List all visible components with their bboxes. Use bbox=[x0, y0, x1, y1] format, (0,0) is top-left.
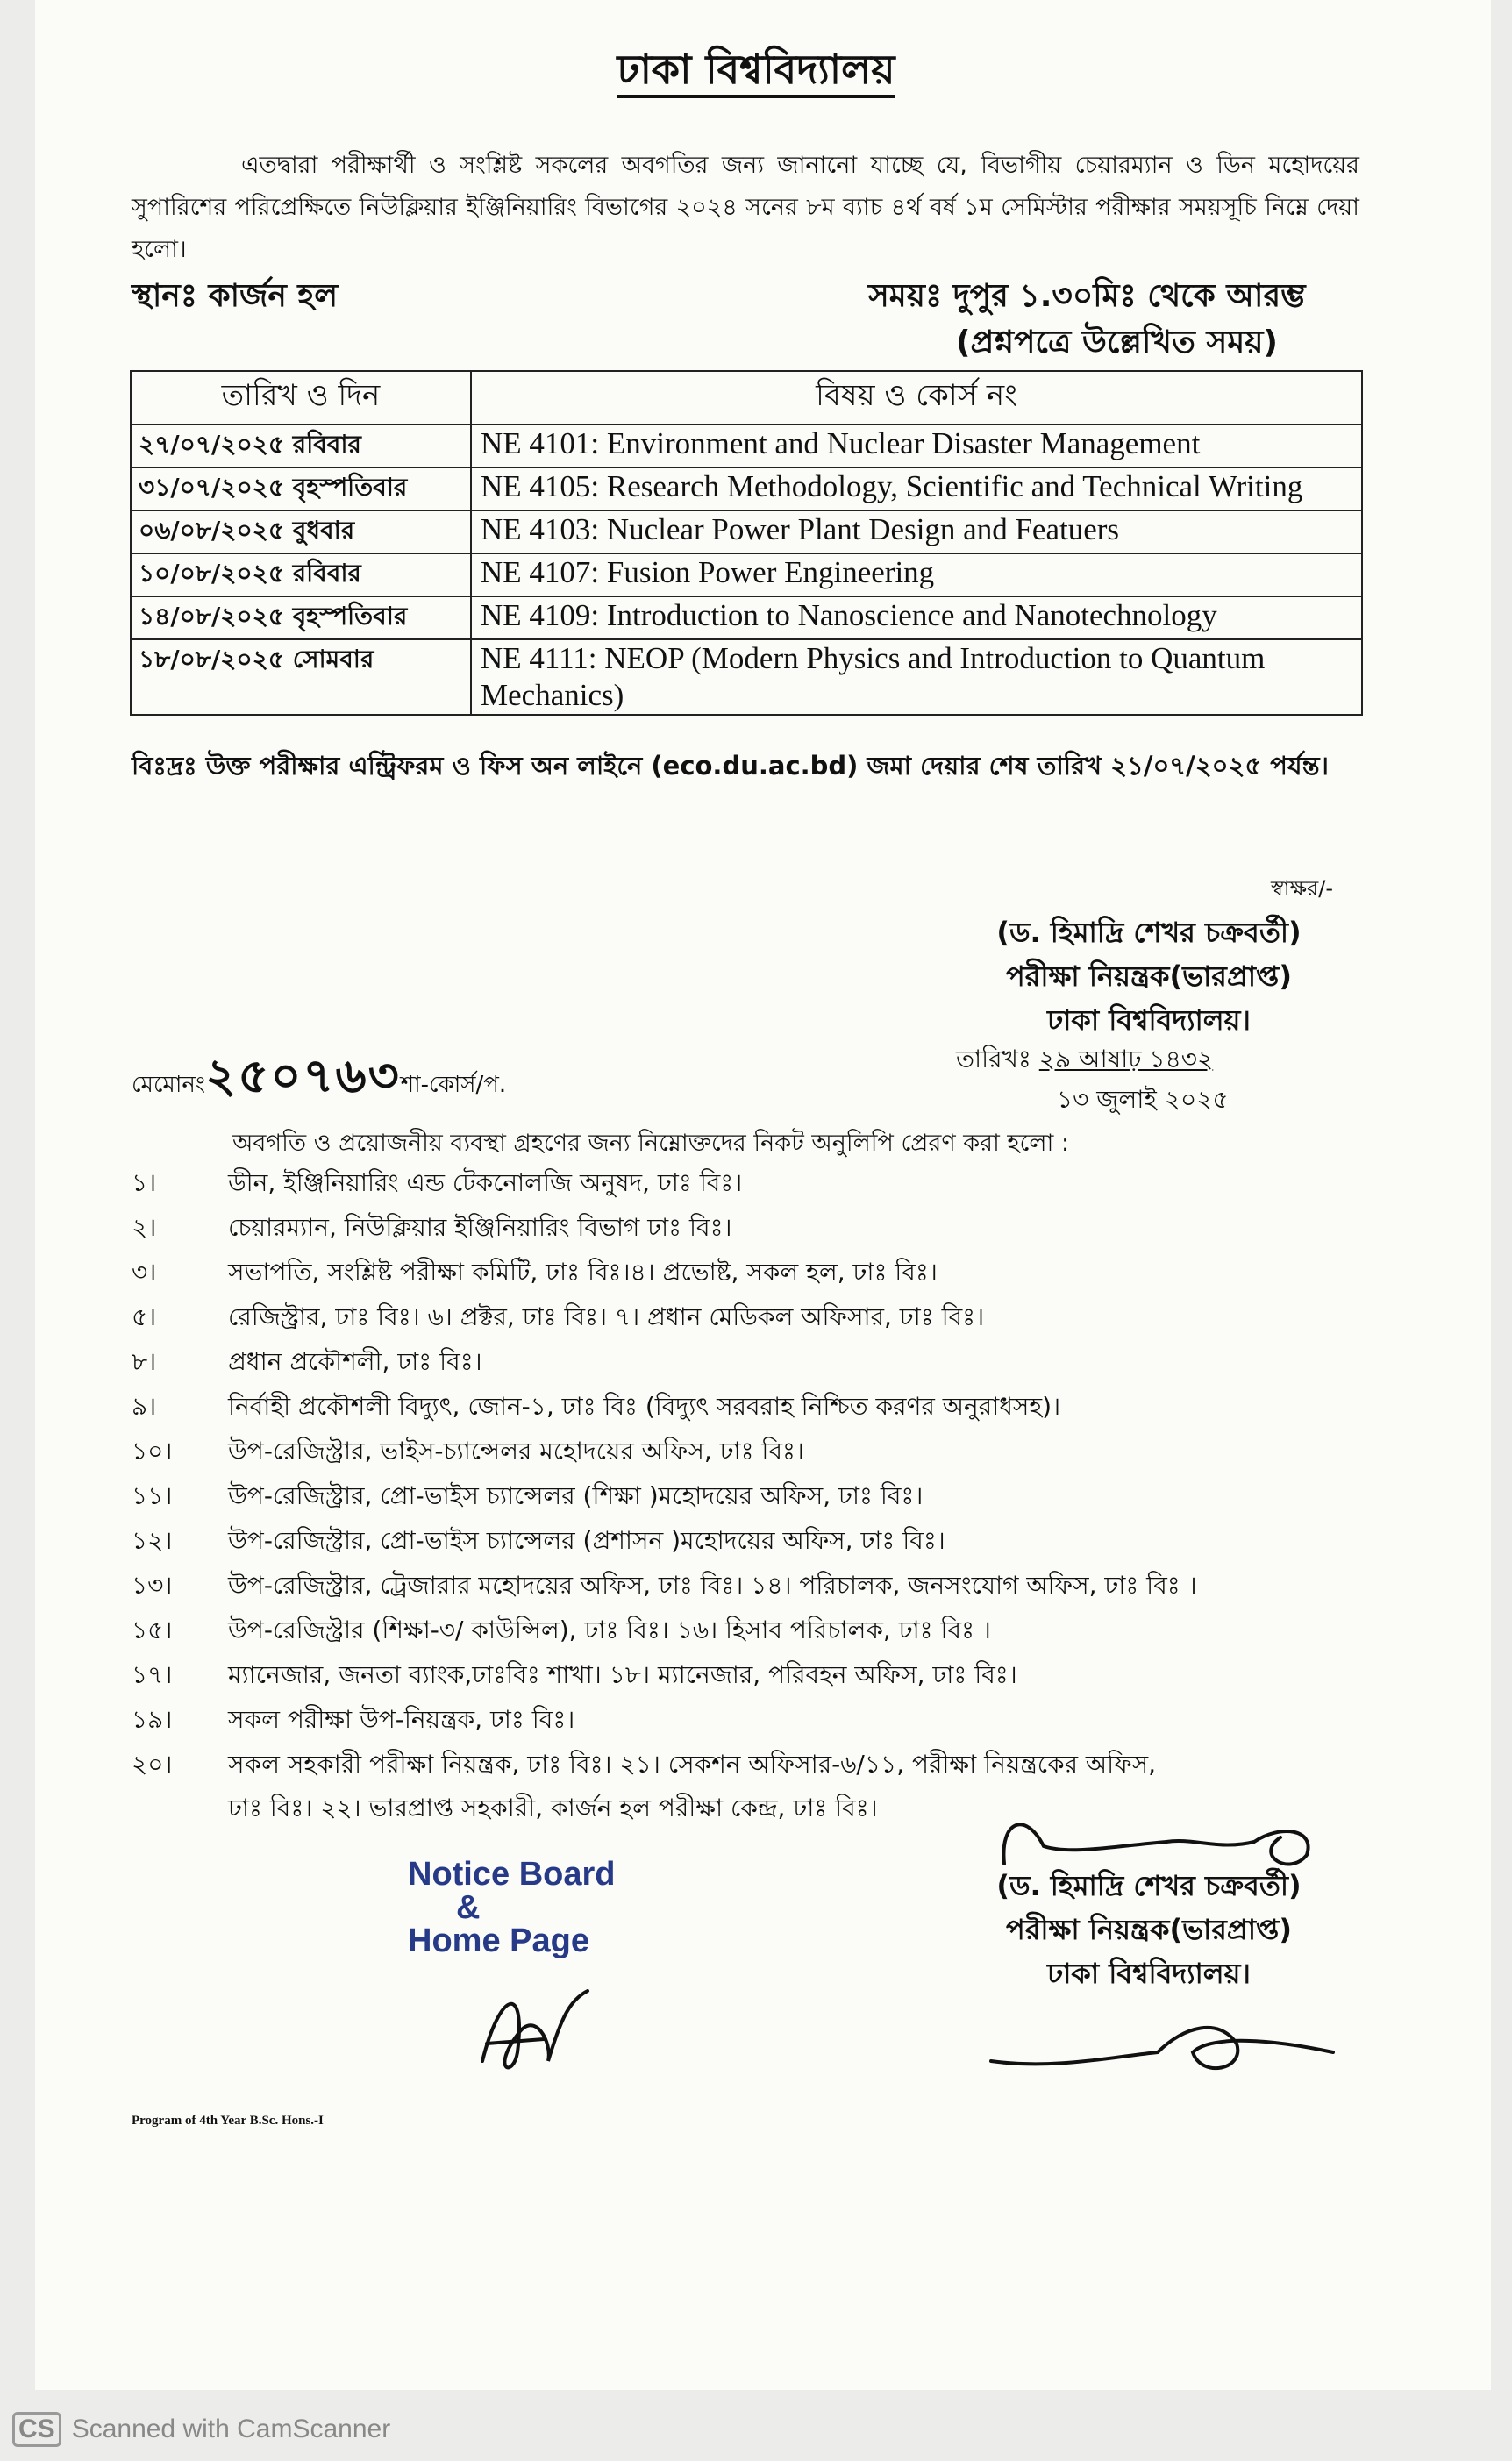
exam-date: ১৪/০৮/২০২৫ বৃহস্পতিবার bbox=[131, 596, 471, 639]
table-row bbox=[131, 510, 1362, 553]
signature-block-bottom bbox=[965, 1864, 1333, 1995]
exam-course: NE 4101: Environment and Nuclear Disaster Management bbox=[471, 424, 1362, 467]
scanner-watermark bbox=[12, 2412, 390, 2447]
exam-course: NE 4111: NEOP (Modern Physics and Introduction to Quantum Mechanics) bbox=[471, 639, 1362, 715]
signature-block-top bbox=[965, 867, 1333, 1042]
document-title: ঢাকা বিশ্ববিদ্যালয় bbox=[0, 39, 1512, 106]
table-row bbox=[131, 553, 1362, 596]
signatory-name: (ড. হিমাদ্রি শেখর চক্রবর্তী) bbox=[996, 916, 1302, 949]
exam-time: সময়ঃ দুপুর ১.৩০মিঃ থেকে আরম্ভ bbox=[868, 278, 1306, 314]
list-item: ১১। উপ-রেজিস্ট্রার, প্রো-ভাইস চ্যান্সেলর (শিক্ষা )মহোদয়ের অফিস, ঢাঃ বিঃ। bbox=[132, 1481, 924, 1510]
list-item: ২। চেয়ারম্যান, নিউক্লিয়ার ইঞ্জিনিয়ারিং বিভাগ ঢাঃ বিঃ। bbox=[132, 1213, 732, 1242]
footer-note: Program of 4th Year B.Sc. Hons.-I bbox=[132, 2114, 324, 2128]
list-item: ১০। উপ-রেজিস্ট্রার, ভাইস-চ্যান্সেলর মহোদয়ের অফিস, ঢাঃ বিঃ। bbox=[132, 1437, 804, 1466]
list-item-continuation: ঢাঃ বিঃ। ২২। ভারপ্রাপ্ত সহকারী, কার্জন হল পরীক্ষা কেন্দ্র, ঢাঃ বিঃ। bbox=[228, 1793, 878, 1823]
signed-mark: স্বাক্ষর/- bbox=[1271, 876, 1333, 901]
column-header-date: তারিখ ও দিন bbox=[131, 371, 471, 424]
exam-course: NE 4107: Fusion Power Engineering bbox=[471, 553, 1362, 596]
exam-time-note: (প্রশ্নপত্রে উল্লেখিত সময়) bbox=[956, 325, 1278, 360]
distribution-list bbox=[132, 1162, 1368, 1830]
table-row bbox=[131, 596, 1362, 639]
intro-paragraph: এতদ্বারা পরীক্ষার্থী ও সংশ্লিষ্ট সকলের অবগতির জন্য জানানো যাচ্ছে যে, বিভাগীয় চেয়ারম্যান ও ডিন মহোদয়ের সুপারিশের পরিপ্রেক্ষিতে নিউক্লিয়ার ইঞ্জিনিয়ারিং বিভাগের ২০২৪ সনের ৮ম ব্যাচ ৪র্থ বর্ষ ১ম সেমিস্টার পরীক্ষার সময়সূচি নিম্নে দেয়া হলো। bbox=[132, 152, 1359, 263]
signatory-institution: ঢাকা বিশ্ববিদ্যালয়। bbox=[1047, 1003, 1251, 1037]
exam-schedule-table bbox=[130, 370, 1363, 716]
exam-date: ৩১/০৭/২০২৫ বৃহস্পতিবার bbox=[131, 467, 471, 510]
notice-board-stamp: Notice Board & Home Page bbox=[408, 1856, 616, 1959]
list-item: ১৫। উপ-রেজিস্ট্রার (শিক্ষা-৩/ কাউন্সিল), ঢাঃ বিঃ। ১৬। হিসাব পরিচালক, ঢাঃ বিঃ । bbox=[132, 1616, 991, 1644]
english-date: ১৩ জুলাই ২০২৫ bbox=[1057, 1085, 1229, 1114]
list-item: ১। ডীন, ইঞ্জিনিয়ারিং এন্ড টেকনোলজি অনুষদ, ঢাঃ বিঃ। bbox=[132, 1168, 743, 1197]
list-item: ৩। সভাপতি, সংশ্লিষ্ট পরীক্ষা কমিটি, ঢাঃ বিঃ।৪। প্রভোষ্ট, সকল হল, ঢাঃ বিঃ। bbox=[132, 1258, 938, 1287]
list-item: ৮। প্রধান প্রকৌশলী, ঢাঃ বিঃ। bbox=[132, 1347, 482, 1376]
signatory-designation: পরীক্ষা নিয়ন্ত্রক(ভারপ্রাপ্ত) bbox=[1006, 959, 1292, 993]
memo-number bbox=[132, 1039, 506, 1118]
signatory-name: (ড. হিমাদ্রি শেখর চক্রবর্তী) bbox=[996, 1869, 1302, 1902]
memo-prefix: মেমোনং bbox=[132, 1072, 206, 1098]
list-item: ১৩। উপ-রেজিস্ট্রার, ট্রেজারার মহোদয়ের অফিস, ঢাঃ বিঃ। ১৪। পরিচালক, জনসংযোগ অফিস, ঢাঃ বিঃ । bbox=[132, 1571, 1197, 1600]
table-row bbox=[131, 467, 1362, 510]
date-label: তারিখঃ bbox=[956, 1045, 1031, 1074]
list-item: ৫। রেজিস্ট্রার, ঢাঃ বিঃ। ৬। প্রক্টর, ঢাঃ বিঃ। ৭। প্রধান মেডিকল অফিসার, ঢাঃ বিঃ। bbox=[132, 1302, 985, 1331]
copy-intro: অবগতি ও প্রয়োজনীয় ব্যবস্থা গ্রহণের জন্য নিম্নোক্তদের নিকট অনুলিপি প্রেরণ করা হলো : bbox=[232, 1130, 1070, 1157]
initials-signature bbox=[465, 1956, 614, 2096]
table-header-row bbox=[131, 371, 1362, 424]
column-header-course: বিষয় ও কোর্স নং bbox=[471, 371, 1362, 424]
scanner-text: Scanned with CamScanner bbox=[71, 2415, 391, 2443]
memo-suffix: শা-কোর্স/প. bbox=[400, 1072, 507, 1098]
list-item: ১৯। সকল পরীক্ষা উপ-নিয়ন্ত্রক, ঢাঃ বিঃ। bbox=[132, 1705, 575, 1734]
exam-venue: স্থানঃ কার্জন হল bbox=[132, 278, 339, 314]
table-row bbox=[131, 424, 1362, 467]
list-item: ২০। সকল সহকারী পরীক্ষা নিয়ন্ত্রক, ঢাঃ বিঃ। ২১। সেকশন অফিসার-৬/১১, পরীক্ষা নিয়ন্ত্রকের অফিস, bbox=[132, 1750, 1157, 1779]
exam-date: ২৭/০৭/২০২৫ রবিবার bbox=[131, 424, 471, 467]
signatory-institution: ঢাকা বিশ্ববিদ্যালয়। bbox=[1047, 1957, 1251, 1990]
handwritten-signature-bottom bbox=[982, 2008, 1351, 2087]
date-block bbox=[956, 1039, 1229, 1120]
exam-course: NE 4103: Nuclear Power Plant Design and Featuers bbox=[471, 510, 1362, 553]
exam-date: ০৬/০৮/২০২৫ বুধবার bbox=[131, 510, 471, 553]
memo-number-handwritten: ২৫০৭৬৩ bbox=[205, 1048, 401, 1103]
list-item: ১২। উপ-রেজিস্ট্রার, প্রো-ভাইস চ্যান্সেলর (প্রশাসন )মহোদয়ের অফিস, ঢাঃ বিঃ। bbox=[132, 1526, 945, 1555]
exam-course: NE 4109: Introduction to Nanoscience and Nanotechnology bbox=[471, 596, 1362, 639]
camscanner-logo-icon: CS bbox=[12, 2412, 61, 2447]
exam-date: ১০/০৮/২০২৫ রবিবার bbox=[131, 553, 471, 596]
exam-date: ১৮/০৮/২০২৫ সোমবার bbox=[131, 639, 471, 715]
signatory-designation: পরীক্ষা নিয়ন্ত্রক(ভারপ্রাপ্ত) bbox=[1006, 1913, 1292, 1946]
list-item: ৯। নির্বাহী প্রকৌশলী বিদ্যুৎ, জোন-১, ঢাঃ বিঃ (বিদ্যুৎ সরবরাহ নিশ্চিত করণর অনুরাধসহ)। bbox=[132, 1392, 1061, 1421]
bangla-date: ২৯ আষাঢ় ১৪৩২ bbox=[1038, 1045, 1214, 1074]
submission-deadline-note: বিঃদ্রঃ উক্ত পরীক্ষার এন্ট্রিফরম ও ফিস অন লাইনে (eco.du.ac.bd) জমা দেয়ার শেষ তারিখ ২১/০৭/২০২৫ পর্যন্ত। bbox=[132, 751, 1329, 781]
list-item: ১৭। ম্যানেজার, জনতা ব্যাংক,ঢাঃবিঃ শাখা। ১৮। ম্যানেজার, পরিবহন অফিস, ঢাঃ বিঃ। bbox=[132, 1660, 1017, 1689]
table-row bbox=[131, 639, 1362, 715]
exam-course: NE 4105: Research Methodology, Scientific and Technical Writing bbox=[471, 467, 1362, 510]
